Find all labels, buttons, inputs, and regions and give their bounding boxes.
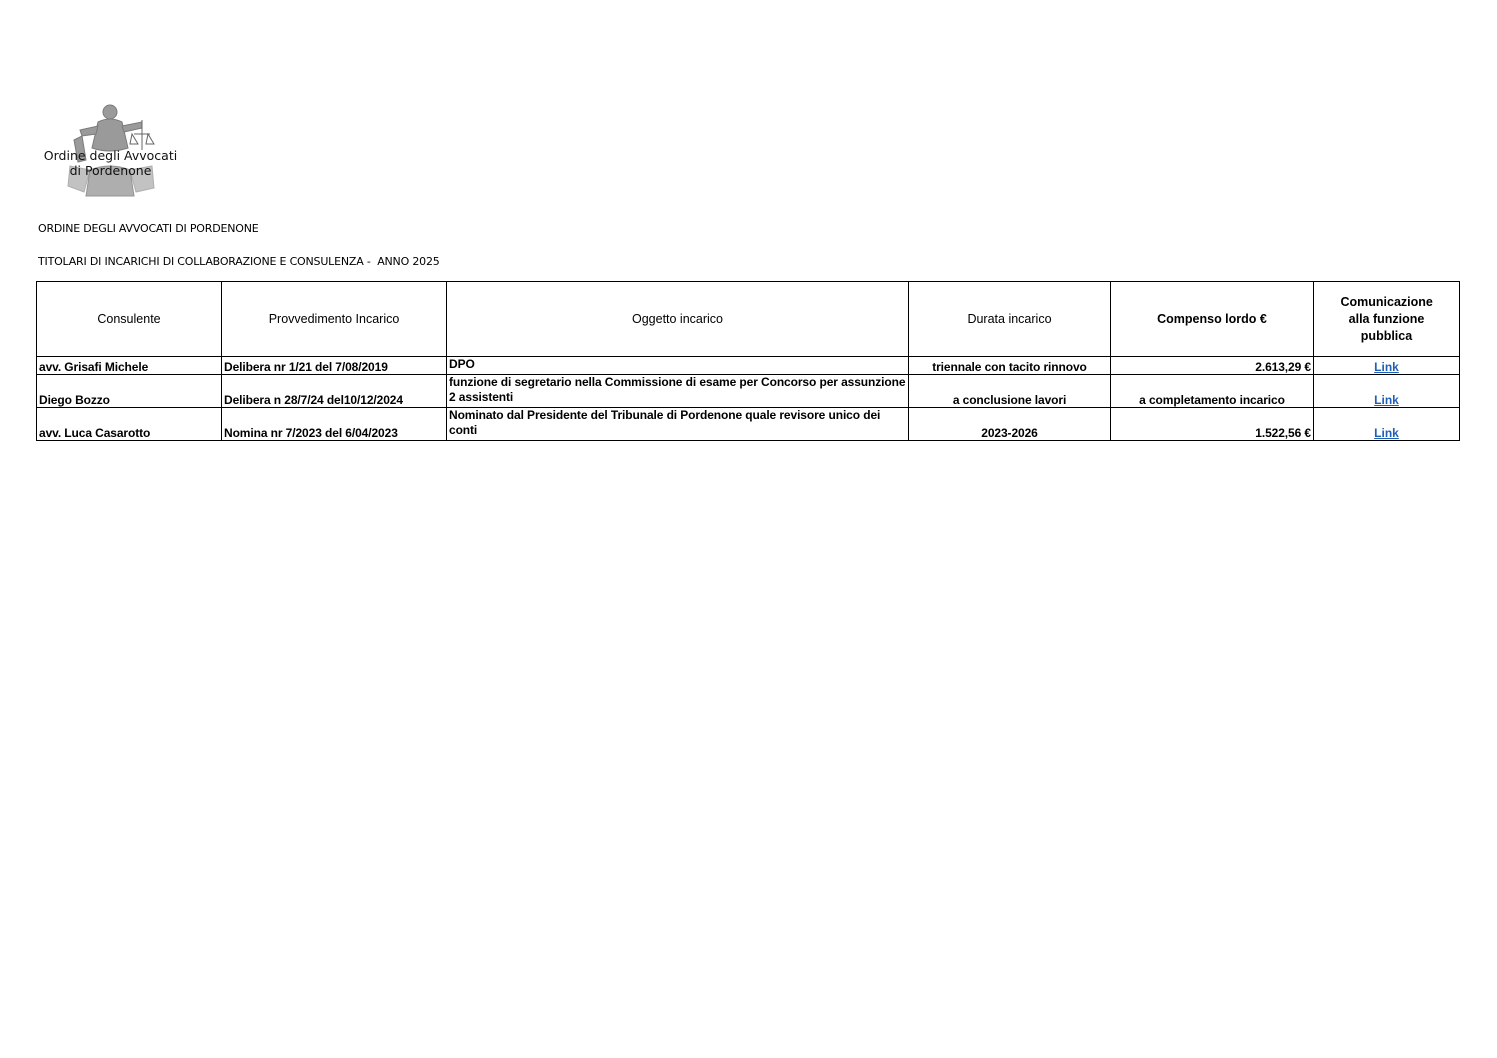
- column-header-provvedimento: Provvedimento Incarico: [222, 282, 447, 357]
- cell-compenso: a completamento incarico: [1111, 375, 1314, 408]
- consultants-table: [36, 281, 1460, 441]
- org-title: ORDINE DEGLI AVVOCATI DI PORDENONE: [38, 222, 259, 235]
- cell-oggetto: DPO: [447, 357, 909, 375]
- cell-provvedimento: Delibera n 28/7/24 del10/12/2024: [222, 375, 447, 408]
- column-header-comunicazione-label: Comunicazione alla funzione pubblica: [1340, 294, 1433, 343]
- cell-compenso: 1.522,56 €: [1111, 408, 1314, 441]
- cell-link: [1314, 408, 1460, 441]
- column-header-durata: Durata incarico: [909, 282, 1111, 357]
- cell-consulente: avv. Luca Casarotto: [37, 408, 222, 441]
- link-comunicazione[interactable]: Link: [1374, 360, 1399, 374]
- column-header-comunicazione: [1314, 282, 1460, 357]
- logo-line-2: di Pordenone: [69, 163, 152, 178]
- link-comunicazione[interactable]: Link: [1374, 426, 1399, 440]
- cell-provvedimento: Delibera nr 1/21 del 7/08/2019: [222, 357, 447, 375]
- cell-provvedimento: Nomina nr 7/2023 del 6/04/2023: [222, 408, 447, 441]
- doc-title: TITOLARI DI INCARICHI DI COLLABORAZIONE E CONSULENZA - ANNO 2025: [38, 255, 440, 268]
- cell-durata: triennale con tacito rinnovo: [909, 357, 1111, 375]
- logo-line-1: Ordine degli Avvocati: [43, 148, 178, 163]
- table-row: [37, 408, 1460, 441]
- cell-oggetto: Nominato dal Presidente del Tribunale di Pordenone quale revisore unico dei conti: [447, 408, 909, 441]
- cell-durata: a conclusione lavori: [909, 375, 1111, 408]
- link-comunicazione[interactable]: Link: [1374, 393, 1399, 407]
- cell-link: [1314, 357, 1460, 375]
- logo-text: [38, 148, 183, 178]
- cell-consulente: Diego Bozzo: [37, 375, 222, 408]
- table-header-row: [37, 282, 1460, 357]
- cell-durata: 2023-2026: [909, 408, 1111, 441]
- cell-link: [1314, 375, 1460, 408]
- cell-consulente: avv. Grisafi Michele: [37, 357, 222, 375]
- table-row: [37, 375, 1460, 408]
- cell-compenso: 2.613,29 €: [1111, 357, 1314, 375]
- cell-oggetto: funzione di segretario nella Commissione di esame per Concorso per assunzione 2 assistenti: [447, 375, 909, 408]
- logo: [38, 100, 183, 205]
- column-header-oggetto: Oggetto incarico: [447, 282, 909, 357]
- column-header-consulente: Consulente: [37, 282, 222, 357]
- table-row: [37, 357, 1460, 375]
- column-header-compenso: Compenso lordo €: [1111, 282, 1314, 357]
